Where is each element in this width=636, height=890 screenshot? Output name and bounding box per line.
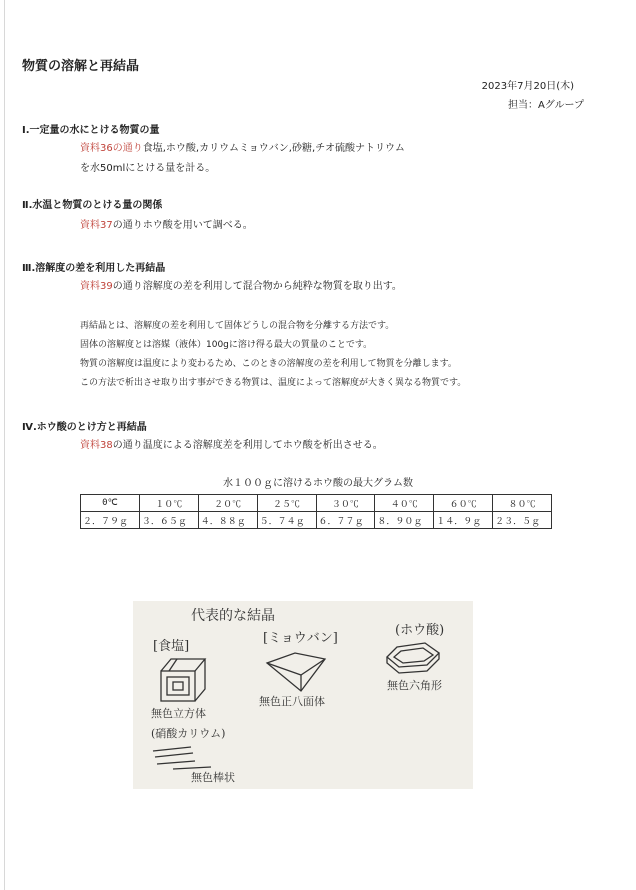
section-1-line-2: を水50mlにとける量を計る。 (80, 163, 216, 174)
section-4-line-1-text: の通り温度による溶解度差を利用してホウ酸を析出させる。 (112, 440, 383, 451)
section-2-line-1-text: の通りホウ酸を用いて調べる。 (112, 220, 253, 231)
table-header-cell: １０℃ (139, 495, 198, 512)
section-3-paragraph-line: 固体の溶解度とは溶媒（液体）100gに溶け得る最大の質量のことです。 (80, 340, 373, 350)
section-3-paragraph-line: 物質の溶解度は温度により変わるため、このときの溶解度の差を利用して物質を分離します。 (80, 359, 457, 369)
salt-desc: 無色立方体 (151, 707, 206, 720)
table-cell: ３．６５ｇ (139, 512, 198, 529)
table-cell: ６．７７ｇ (316, 512, 375, 529)
section-3-paragraph-line: この方法で析出させ取り出す事ができる物質は、温度によって溶解度が大きく異なる物質です。 (80, 378, 467, 388)
date-text: 2023年7月20日(木) (481, 81, 574, 92)
boric-hexagon-drawing (387, 643, 439, 673)
alum-desc: 無色正八面体 (259, 695, 325, 708)
table-header-row (81, 495, 552, 512)
section-1-line-1-text: 食塩,ホウ酸,カリウムミョウバン,砂糖,チオ硫酸ナトリウム (142, 143, 405, 154)
alum-label: [ミョウバン] (263, 631, 338, 646)
table-cell: １４．９ｇ (434, 512, 493, 529)
salt-cube-drawing (161, 659, 205, 701)
section-3-paragraph-line: 再結晶とは、溶解度の差を利用して固体どうしの混合物を分離する方法です。 (80, 321, 395, 331)
section-4-heading: Ⅳ.ホウ酸のとけ方と再結晶 (22, 422, 147, 433)
section-3-line-1 (80, 277, 402, 292)
table-header-cell: ２０℃ (198, 495, 257, 512)
charge-text: 担当：Aグループ (507, 100, 584, 111)
solubility-table (80, 494, 552, 529)
kno3-desc: 無色棒状 (191, 771, 235, 784)
page-edge (4, 0, 5, 890)
section-2-ref: 資料37 (80, 220, 113, 231)
section-2-heading: Ⅱ.水温と物質のとける量の関係 (22, 200, 163, 211)
table-header-cell: 0℃ (81, 495, 140, 512)
table-cell: ５．７４ｇ (257, 512, 316, 529)
table-caption: 水１００ｇに溶けるホウ酸の最大グラム数 (223, 478, 413, 489)
crystal-sketch (133, 601, 473, 789)
sketch-title: 代表的な結晶 (191, 608, 275, 624)
kno3-label: (硝酸カリウム) (151, 727, 226, 740)
alum-octahedron-drawing (267, 653, 325, 691)
table-cell: ４．８８ｇ (198, 512, 257, 529)
page-title: 物質の溶解と再結晶 (22, 59, 140, 74)
kno3-rods-drawing (153, 747, 211, 769)
section-3-line-1-text: の通り溶解度の差を利用して混合物から純粋な物質を取り出す。 (112, 281, 402, 292)
section-1-line-1 (80, 139, 405, 154)
salt-label: [食塩] (153, 639, 190, 654)
table-header-cell: ８０℃ (493, 495, 552, 512)
table-cell: ２３．５ｇ (493, 512, 552, 529)
table-header-cell: ６０℃ (434, 495, 493, 512)
section-2-line-1 (80, 216, 253, 231)
table-cell: ２．７９ｇ (81, 512, 140, 529)
section-3-ref: 資料39 (80, 281, 113, 292)
table-header-cell: ２５℃ (257, 495, 316, 512)
section-1-ref: 資料36の通り (80, 143, 143, 154)
table-row (81, 512, 552, 529)
boric-label: (ホウ酸) (395, 623, 445, 638)
table-header-cell: ３０℃ (316, 495, 375, 512)
boric-desc: 無色六角形 (387, 679, 442, 692)
section-3-heading: Ⅲ.溶解度の差を利用した再結晶 (22, 263, 166, 274)
table-cell: ８．９０ｇ (375, 512, 434, 529)
section-4-ref: 資料38 (80, 440, 113, 451)
table-header-cell: ４０℃ (375, 495, 434, 512)
section-4-line-1 (80, 436, 383, 451)
section-1-heading: Ⅰ.一定量の水にとける物質の量 (22, 125, 160, 136)
